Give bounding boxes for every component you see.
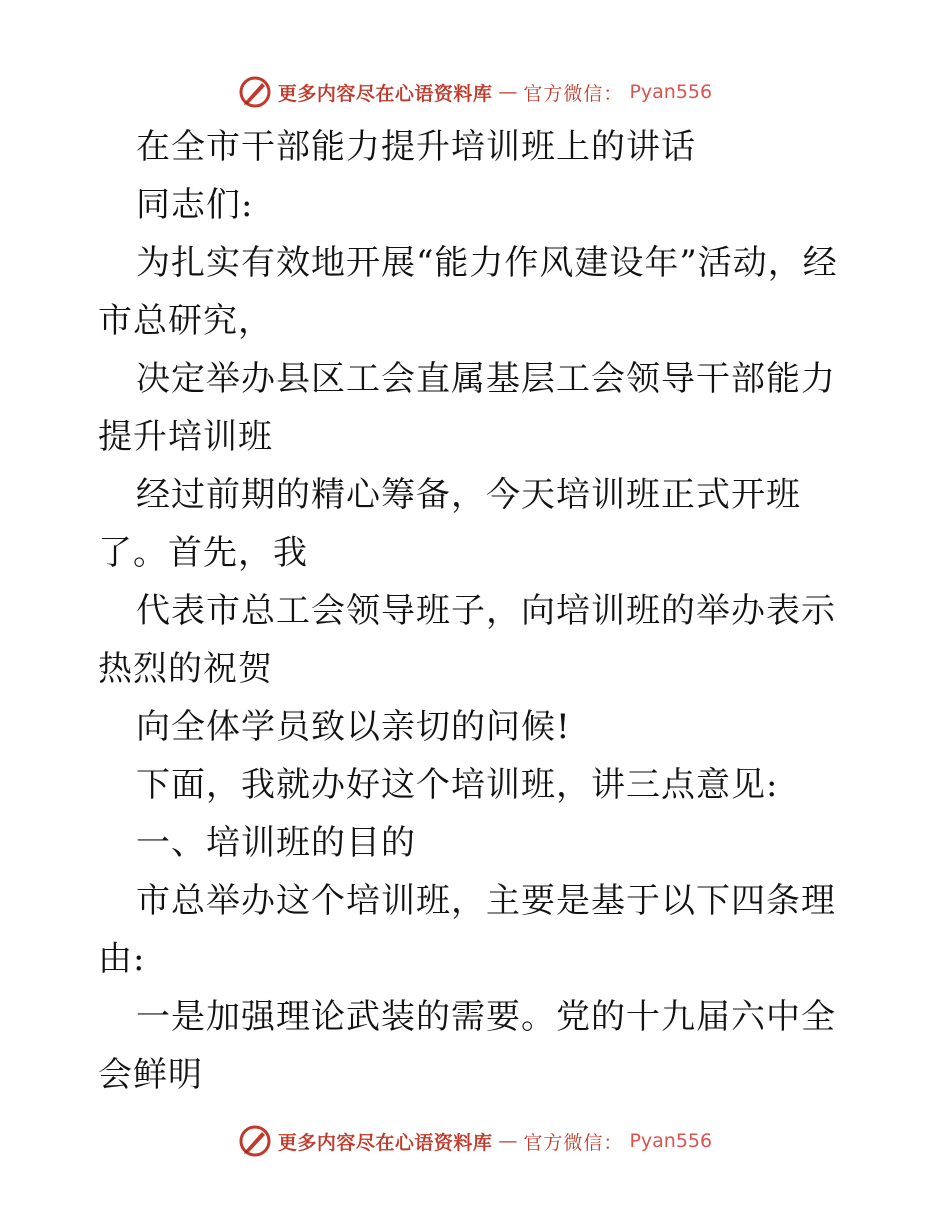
- section-heading: 一、培训班的目的: [136, 823, 416, 863]
- watermark-wechat-id: Pyan556: [629, 81, 713, 103]
- paragraph: 经过前期的精心筹备，今天培训班正式开班了。首先，我: [98, 475, 801, 573]
- paragraph: 一是加强理论武装的需要。党的十九届六中全会鲜明: [98, 997, 836, 1095]
- watermark-site-text: 更多内容尽在心语资料库: [277, 1131, 493, 1154]
- watermark-site-text: 更多内容尽在心语资料库: [277, 82, 493, 105]
- header-watermark: [0, 72, 950, 112]
- quill-pen-logo-icon: [238, 1124, 272, 1158]
- watermark-wechat-id: Pyan556: [629, 1130, 713, 1152]
- document-title: 在全市干部能力提升培训班上的讲话: [136, 127, 696, 167]
- quill-pen-logo-icon: [238, 75, 272, 109]
- watermark-official-label: 官方微信：: [523, 1131, 624, 1154]
- paragraph: 向全体学员致以亲切的问候!: [136, 707, 571, 747]
- watermark-dash: —: [498, 81, 518, 103]
- paragraph: 市总举办这个培训班，主要是基于以下四条理由:: [98, 881, 836, 979]
- paragraph: 同志们:: [136, 185, 254, 225]
- footer-watermark: [0, 1121, 950, 1161]
- watermark-official-label: 官方微信：: [523, 82, 624, 105]
- document-body: [98, 118, 858, 1104]
- paragraph: 下面，我就办好这个培训班，讲三点意见:: [136, 765, 779, 805]
- paragraph: 决定举办县区工会直属基层工会领导干部能力提升培训班: [98, 359, 836, 457]
- watermark-dash: —: [498, 1130, 518, 1152]
- paragraph: 代表市总工会领导班子，向培训班的举办表示热烈的祝贺: [98, 591, 836, 689]
- paragraph: 为扎实有效地开展“能力作风建设年”活动，经市总研究，: [98, 243, 838, 341]
